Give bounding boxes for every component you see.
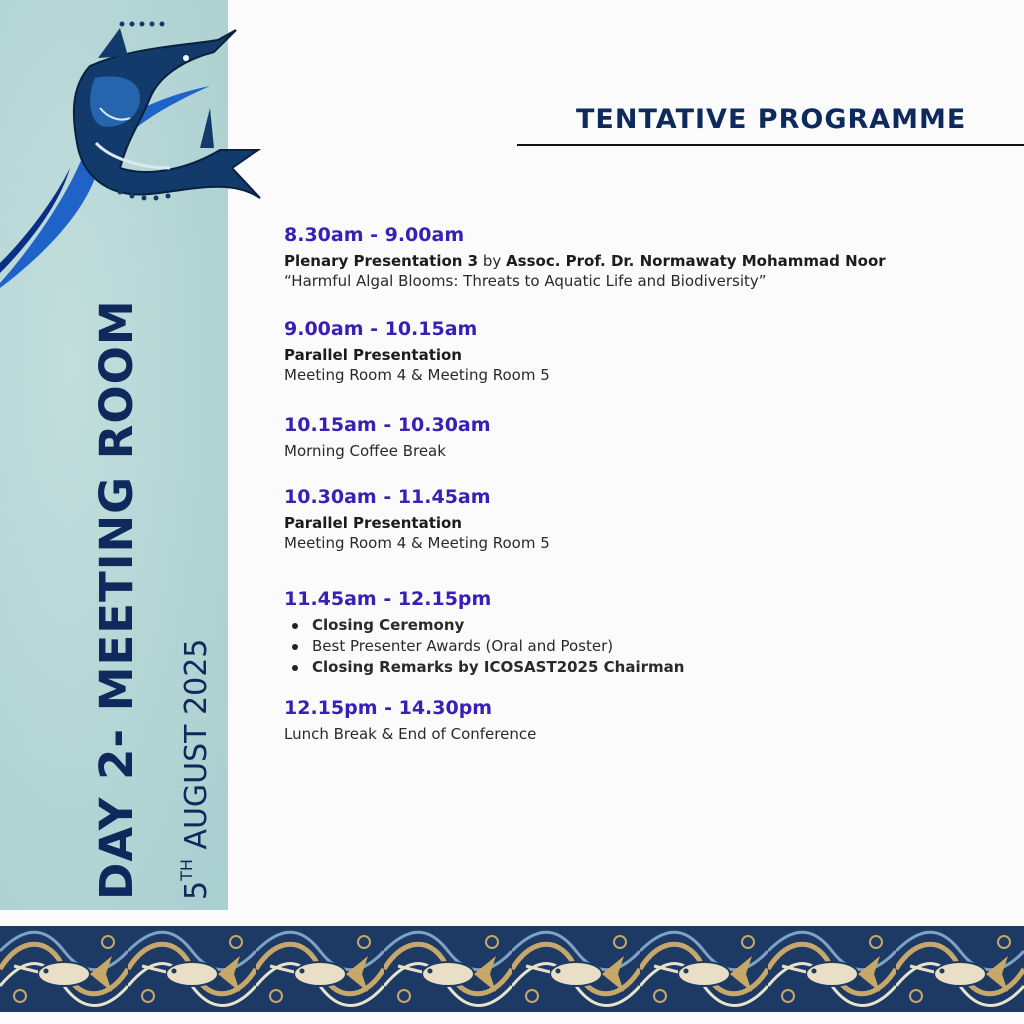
date-month-year: AUGUST 2025 (179, 638, 214, 860)
list-item: Best Presenter Awards (Oral and Poster) (284, 636, 684, 657)
slot-title: Parallel Presentation (284, 514, 462, 532)
slot-time: 11.45am - 12.15pm (284, 588, 492, 610)
slot-title: Parallel Presentation (284, 346, 462, 364)
slot-time: 10.15am - 10.30am (284, 414, 491, 436)
marlin-fish-logo (0, 18, 262, 288)
schedule-slot (284, 412, 491, 461)
list-item: Closing Ceremony (284, 615, 684, 636)
slot-time: 10.30am - 11.45am (284, 486, 491, 508)
decorative-pattern-band (0, 926, 1024, 1012)
title-divider (517, 144, 1024, 146)
slot-time: 9.00am - 10.15am (284, 318, 478, 340)
slot-detail: Lunch Break & End of Conference (284, 725, 537, 743)
sidebar-panel (0, 0, 228, 910)
speaker-name: Assoc. Prof. Dr. Normawaty Mohammad Noor (506, 252, 886, 270)
date-day: 5 (179, 880, 214, 900)
schedule-slot (284, 695, 536, 744)
day-title: DAY 2- MEETING ROOM (90, 299, 143, 900)
schedule-slot (284, 222, 886, 291)
schedule-slot (284, 316, 550, 385)
slot-time: 8.30am - 9.00am (284, 224, 465, 246)
slot-detail: Morning Coffee Break (284, 442, 446, 460)
slot-detail: Meeting Room 4 & Meeting Room 5 (284, 534, 550, 552)
session-name: Plenary Presentation 3 (284, 252, 479, 270)
list-item: Closing Remarks by ICOSAST2025 Chairman (284, 657, 684, 678)
page-title: TENTATIVE PROGRAMME (576, 104, 967, 135)
slot-item-list (284, 615, 684, 678)
slot-time: 12.15pm - 14.30pm (284, 697, 493, 719)
marlin-pattern-band (0, 926, 1024, 1012)
talk-title: “Harmful Algal Blooms: Threats to Aquatic Life and Biodiversity” (284, 272, 767, 290)
date-suffix: TH (177, 859, 196, 881)
slot-title (284, 251, 886, 271)
schedule-slot (284, 586, 684, 678)
session-connector: by (478, 252, 507, 270)
schedule-slot (284, 484, 550, 553)
slot-detail: Meeting Room 4 & Meeting Room 5 (284, 366, 550, 384)
event-date (167, 639, 217, 900)
